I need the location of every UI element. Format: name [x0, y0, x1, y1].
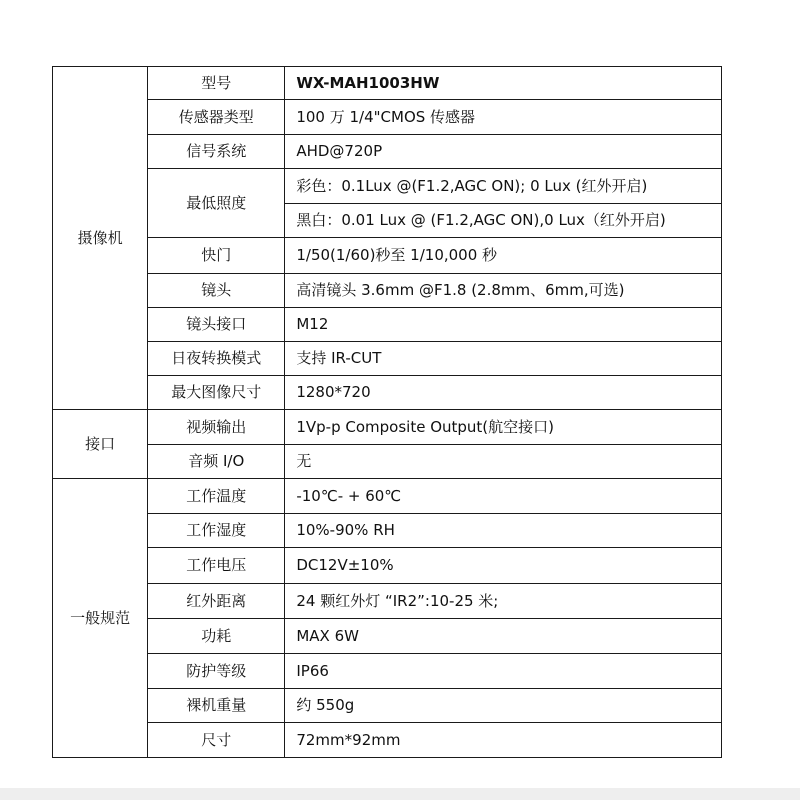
table-row: [53, 308, 722, 342]
table-row: [53, 342, 722, 376]
table-row: [53, 514, 722, 548]
spec-label: 型号: [148, 67, 285, 100]
spec-label: 最大图像尺寸: [148, 376, 285, 410]
group-camera: 摄像机: [53, 67, 148, 410]
spec-value: 1280*720: [285, 376, 722, 410]
spec-value: 支持 IR-CUT: [285, 342, 722, 376]
spec-label: 工作湿度: [148, 514, 285, 548]
spec-label: 日夜转换模式: [148, 342, 285, 376]
table-row: [53, 479, 722, 514]
spec-value: 1Vp-p Composite Output(航空接口): [285, 410, 722, 445]
spec-value: 1/50(1/60)秒至 1/10,000 秒: [285, 238, 722, 274]
spec-label: 裸机重量: [148, 689, 285, 723]
table-row: [53, 445, 722, 479]
table-row: [53, 169, 722, 204]
spec-label: 防护等级: [148, 654, 285, 689]
spec-label: 工作电压: [148, 548, 285, 584]
spec-value: 10%-90% RH: [285, 514, 722, 548]
table-row: [53, 274, 722, 308]
spec-label: 信号系统: [148, 135, 285, 169]
spec-value: IP66: [285, 654, 722, 689]
spec-value: 无: [285, 445, 722, 479]
table-row: [53, 410, 722, 445]
spec-label: 镜头: [148, 274, 285, 308]
spec-value: 24 颗红外灯 “IR2”:10-25 米;: [285, 584, 722, 619]
spec-value: MAX 6W: [285, 619, 722, 654]
spec-label-min-illumination: 最低照度: [148, 169, 285, 238]
bottom-divider: [0, 788, 800, 800]
table-row: [53, 584, 722, 619]
spec-value-model: WX-MAH1003HW: [285, 67, 722, 100]
table-row: [53, 67, 722, 100]
spec-label: 尺寸: [148, 723, 285, 758]
table-row: [53, 100, 722, 135]
spec-value-bw: 黑白：0.01 Lux @ (F1.2,AGC ON),0 Lux（红外开启): [285, 204, 722, 238]
spec-value: AHD@720P: [285, 135, 722, 169]
group-interface: 接口: [53, 410, 148, 479]
spec-label: 功耗: [148, 619, 285, 654]
spec-value: DC12V±10%: [285, 548, 722, 584]
spec-label: 传感器类型: [148, 100, 285, 135]
table-row: [53, 619, 722, 654]
spec-value: M12: [285, 308, 722, 342]
spec-value: 约 550g: [285, 689, 722, 723]
spec-value: 高清镜头 3.6mm @F1.8 (2.8mm、6mm,可选): [285, 274, 722, 308]
table-row: [53, 376, 722, 410]
table-row: [53, 723, 722, 758]
spec-value: 72mm*92mm: [285, 723, 722, 758]
spec-value: -10℃- + 60℃: [285, 479, 722, 514]
table-row: [53, 654, 722, 689]
table-row: [53, 689, 722, 723]
spec-label: 快门: [148, 238, 285, 274]
spec-label: 红外距离: [148, 584, 285, 619]
spec-label: 视频输出: [148, 410, 285, 445]
spec-label: 工作温度: [148, 479, 285, 514]
group-general: 一般规范: [53, 479, 148, 758]
spec-label: 音频 I/O: [148, 445, 285, 479]
spec-value-color: 彩色：0.1Lux @(F1.2,AGC ON); 0 Lux (红外开启): [285, 169, 722, 204]
spec-value: 100 万 1/4"CMOS 传感器: [285, 100, 722, 135]
spec-label: 镜头接口: [148, 308, 285, 342]
table-row: [53, 238, 722, 274]
table-row: [53, 548, 722, 584]
spec-table: [52, 66, 722, 758]
table-row: [53, 135, 722, 169]
